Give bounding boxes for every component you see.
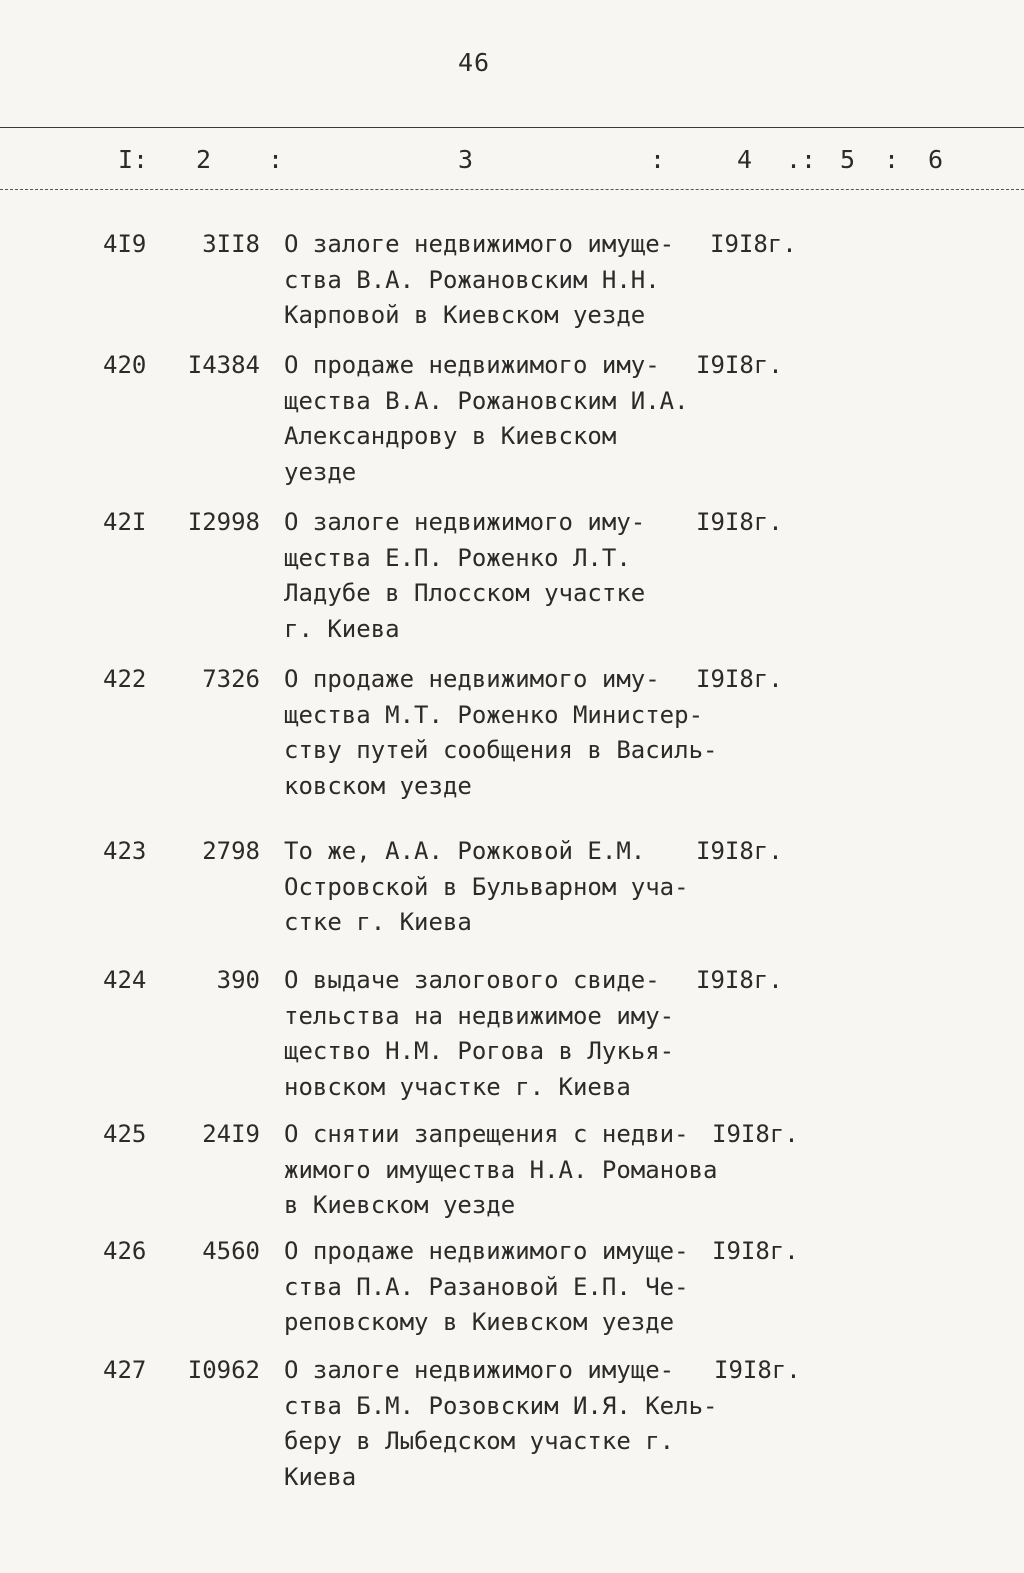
entry-number: 425: [103, 1120, 147, 1148]
entry-description: О выдаче залогового свиде- тельства на недвижимое иму- щество Н.М. Рогова в Лукья- новском участке г. Киева: [284, 966, 675, 1101]
entry-code: I0962: [187, 1356, 260, 1384]
entry-code: 3II8: [202, 230, 260, 258]
entry-code: I4384: [187, 351, 260, 379]
col-4-label: 4: [737, 145, 753, 174]
entry-number: 422: [103, 665, 147, 693]
col-2-label: 2: [196, 145, 212, 174]
entry-description: О залоге недвижимого имуще- ства Б.М. Розовским И.Я. Кель- беру в Лыбедском участке г. Киева: [284, 1356, 718, 1491]
entry-number: 426: [103, 1237, 147, 1265]
entry-code: I2998: [187, 508, 260, 536]
header-top-rule: [0, 127, 1024, 128]
entry-number: 420: [103, 351, 147, 379]
col-5-label: 5: [840, 145, 856, 174]
col-separator: :: [650, 145, 666, 174]
entry-number: 42I: [103, 508, 147, 536]
entry-description: О залоге недвижимого имуще- ства В.А. Рожановским Н.Н. Карповой в Киевском уезде: [284, 230, 675, 329]
entry-code: 24I9: [202, 1120, 260, 1148]
entry-code: 2798: [202, 837, 260, 865]
entry-year: I9I8г.: [712, 1237, 799, 1265]
entry-number: 424: [103, 966, 147, 994]
header-bottom-rule: [0, 189, 1024, 190]
entry-code: 4560: [202, 1237, 260, 1265]
col-separator: :: [884, 145, 900, 174]
page-number: 46: [457, 48, 491, 77]
entry-year: I9I8г.: [696, 665, 783, 693]
entry-number: 4I9: [103, 230, 147, 258]
entry-code: 7326: [202, 665, 260, 693]
col-separator: .:: [786, 145, 817, 174]
entry-description: О продаже недвижимого иму- щества М.Т. Роженко Министер- ству путей сообщения в Василь- ковском уезде: [284, 665, 718, 800]
col-separator: :: [268, 145, 284, 174]
entry-description: О продаже недвижимого иму- щества В.А. Рожановским И.А. Александрову в Киевском уезде: [284, 351, 689, 486]
entry-number: 423: [103, 837, 147, 865]
entry-year: I9I8г.: [696, 508, 783, 536]
entry-year: I9I8г.: [696, 837, 783, 865]
entry-code: 390: [216, 966, 260, 994]
entry-description: О залоге недвижимого иму- щества Е.П. Роженко Л.Т. Ладубе в Плосском участке г. Киева: [284, 508, 646, 643]
entry-description: О продаже недвижимого имуще- ства П.А. Разановой Е.П. Че- реповскому в Киевском уезде: [284, 1237, 689, 1336]
entry-year: I9I8г.: [712, 1120, 799, 1148]
col-6-label: 6: [928, 145, 944, 174]
entry-year: I9I8г.: [714, 1356, 801, 1384]
col-1-label: I:: [118, 145, 149, 174]
entry-year: I9I8г.: [696, 351, 783, 379]
entry-number: 427: [103, 1356, 147, 1384]
entry-description: О снятии запрещения с недви- жимого имущества Н.А. Романова в Киевском уезде: [284, 1120, 718, 1219]
entry-year: I9I8г.: [696, 966, 783, 994]
entry-description: То же, А.А. Рожковой Е.М. Островской в Бульварном уча- стке г. Киева: [284, 837, 689, 936]
entry-year: I9I8г.: [710, 230, 797, 258]
col-3-label: 3: [458, 145, 474, 174]
